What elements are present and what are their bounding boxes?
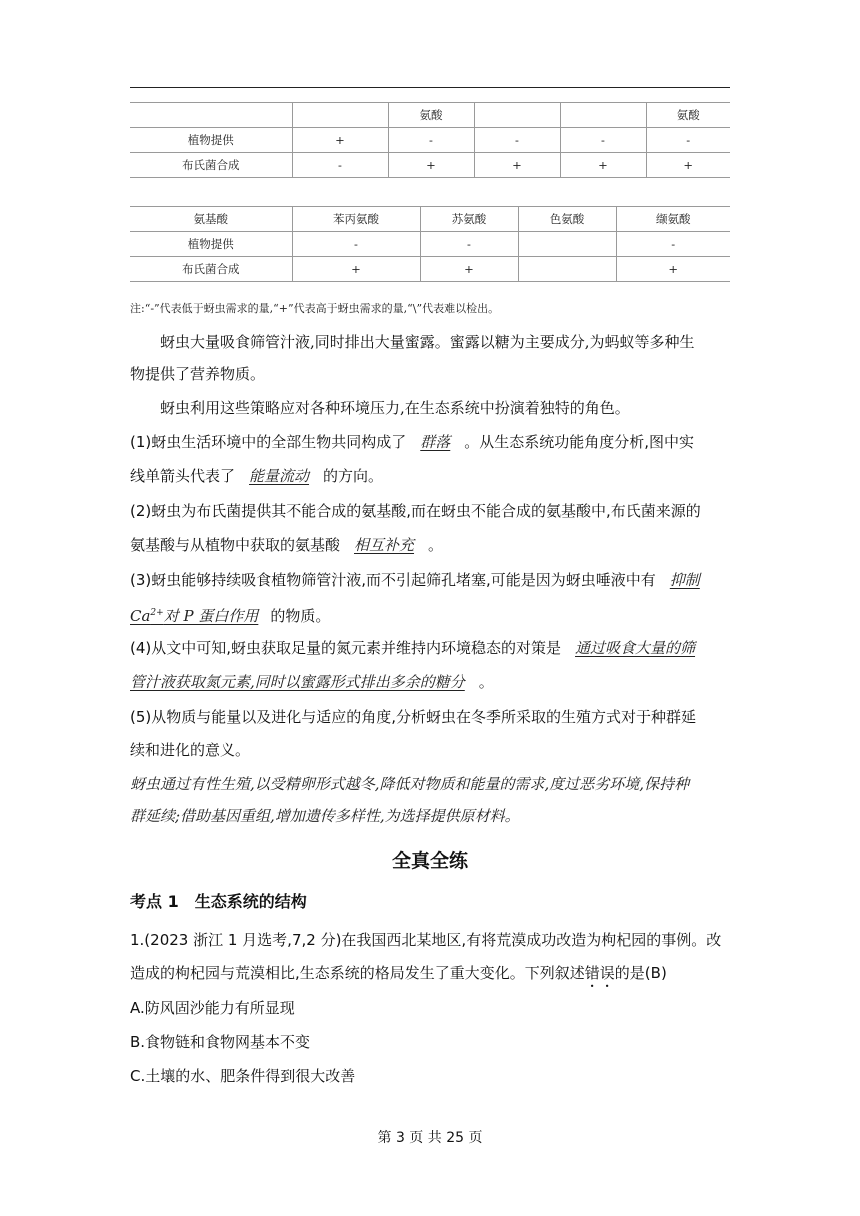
table-cell [130,103,292,128]
page-footer: 第 3 页 共 25 页 [377,1130,483,1146]
question-text: 氨基酸与从植物中获取的氨基酸 [130,536,341,554]
table-header-cell: 苯丙氨酸 [292,207,420,232]
table-cell: - [388,128,474,153]
row-label: 植物提供 [130,128,292,153]
answer-blank: 抑制 [669,571,700,589]
answer-blank: 能量流动 [249,467,310,485]
problem-text: 造成的枸杞园与荒漠相比,生态系统的格局发生了重大变化。下列叙述 [130,964,585,982]
question-1-line-1 [130,432,694,452]
table-cell: + [560,153,646,178]
table-header-cell: 氨酸 [646,103,730,128]
table-row [130,128,730,153]
table-cell: - [560,128,646,153]
table-note: 注:“-”代表低于蚜虫需求的量,“+”代表高于蚜虫需求的量,“\”代表难以检出。 [130,302,500,315]
table-row [130,103,730,128]
exam-point-title: 考点 1 生态系统的结构 [130,892,307,911]
section-title: 全真全练 [391,850,468,872]
table-cell: + [616,257,730,282]
table-cell: + [388,153,474,178]
table-cell: + [474,153,560,178]
table-cell: + [420,257,518,282]
table-header-cell: 苏氨酸 [420,207,518,232]
question-text: 。 [478,673,494,691]
problem-1-line-2 [130,963,667,991]
question-2-line-2 [130,535,443,555]
question-text: 。 [428,536,444,554]
question-text: 线单箭头代表了 [130,467,236,485]
paragraph-line: 蚜虫大量吸食筛管汁液,同时排出大量蜜露。蜜露以糖为主要成分,为蚂蚁等多种生 [160,333,695,351]
table-header-cell [560,103,646,128]
question-text: (4)从文中可知,蚜虫获取足量的氮元素并维持内环境稳态的对策是 [130,639,562,657]
table-cell: + [292,257,420,282]
answer-blank: 管汁液获取氮元素,同时以蜜露形式排出多余的糖分 [130,673,465,691]
table-cell [518,257,616,282]
answer-blank: 相互补充 [354,536,415,554]
answer-blank: 群落 [420,433,451,451]
table-row [130,153,730,178]
table-header-cell: 氨酸 [388,103,474,128]
question-5-line-1: (5)从物质与能量以及进化与适应的角度,分析蚜虫在冬季所采取的生殖方式对于种群延 [130,708,697,726]
table-cell: - [646,128,730,153]
row-label: 植物提供 [130,232,292,257]
calcium-symbol: Ca [130,607,151,625]
question-3-line-1 [130,570,700,590]
top-rule [130,87,730,88]
question-text: 的物质。 [270,607,331,625]
question-text: 的方向。 [323,467,384,485]
row-label: 布氏菌合成 [130,153,292,178]
table-header-cell [474,103,560,128]
answer-text: 对 P 蛋白作用 [163,607,259,625]
table-cell: + [292,128,388,153]
answer-blank: 通过吸食大量的筛 [575,639,696,657]
question-4-line-1 [130,638,695,658]
question-text: (3)蚜虫能够持续吸食植物筛管汁液,而不引起筛孔堵塞,可能是因为蚜虫唾液中有 [130,571,656,589]
question-5-answer-line-2: 群延续;借助基因重组,增加遗传多样性,为选择提供原材料。 [130,807,520,825]
table-cell: - [292,153,388,178]
table-cell: - [292,232,420,257]
table-cell: - [420,232,518,257]
paragraph-line: 蚜虫利用这些策略应对各种环境压力,在生态系统中扮演着独特的角色。 [160,399,630,417]
answer-blank [130,607,258,625]
question-2-line-1: (2)蚜虫为布氏菌提供其不能合成的氨基酸,而在蚜虫不能合成的氨基酸中,布氏菌来源的 [130,502,701,520]
emphasized-word: 错误 [584,964,615,982]
table-header-cell: 色氨酸 [518,207,616,232]
amino-acid-table-2 [130,206,730,282]
question-1-line-2 [130,466,383,486]
table-cell: + [646,153,730,178]
question-text: (1)蚜虫生活环境中的全部生物共同构成了 [130,433,407,451]
problem-text: 的是(B) [614,964,667,982]
table-row [130,257,730,282]
row-label: 布氏菌合成 [130,257,292,282]
table-header-cell: 缬氨酸 [616,207,730,232]
table-cell: - [474,128,560,153]
question-4-line-2 [130,672,494,692]
option-c: C.土壤的水、肥条件得到很大改善 [130,1067,356,1085]
question-text: 。从生态系统功能角度分析,图中实 [464,433,695,451]
option-b: B.食物链和食物网基本不变 [130,1033,311,1051]
problem-1-line-1: 1.(2023 浙江 1 月选考,7,2 分)在我国西北某地区,有将荒漠成功改造为枸杞园的事例。改 [130,931,722,949]
question-5-answer-line-1: 蚜虫通过有性生殖,以受精卵形式越冬,降低对物质和能量的需求,度过恶劣环境,保持种 [130,775,690,793]
question-3-line-2 [130,603,330,626]
table-row [130,207,730,232]
table-header-cell: 氨基酸 [130,207,292,232]
table-cell: - [616,232,730,257]
table-cell [518,232,616,257]
table-row [130,232,730,257]
table-cell [292,103,388,128]
charge-superscript: 2+ [150,608,164,618]
amino-acid-table-1 [130,102,730,178]
question-5-line-2: 续和进化的意义。 [130,741,251,759]
paragraph-line: 物提供了营养物质。 [130,365,266,383]
option-a: A.防风固沙能力有所显现 [130,999,295,1017]
